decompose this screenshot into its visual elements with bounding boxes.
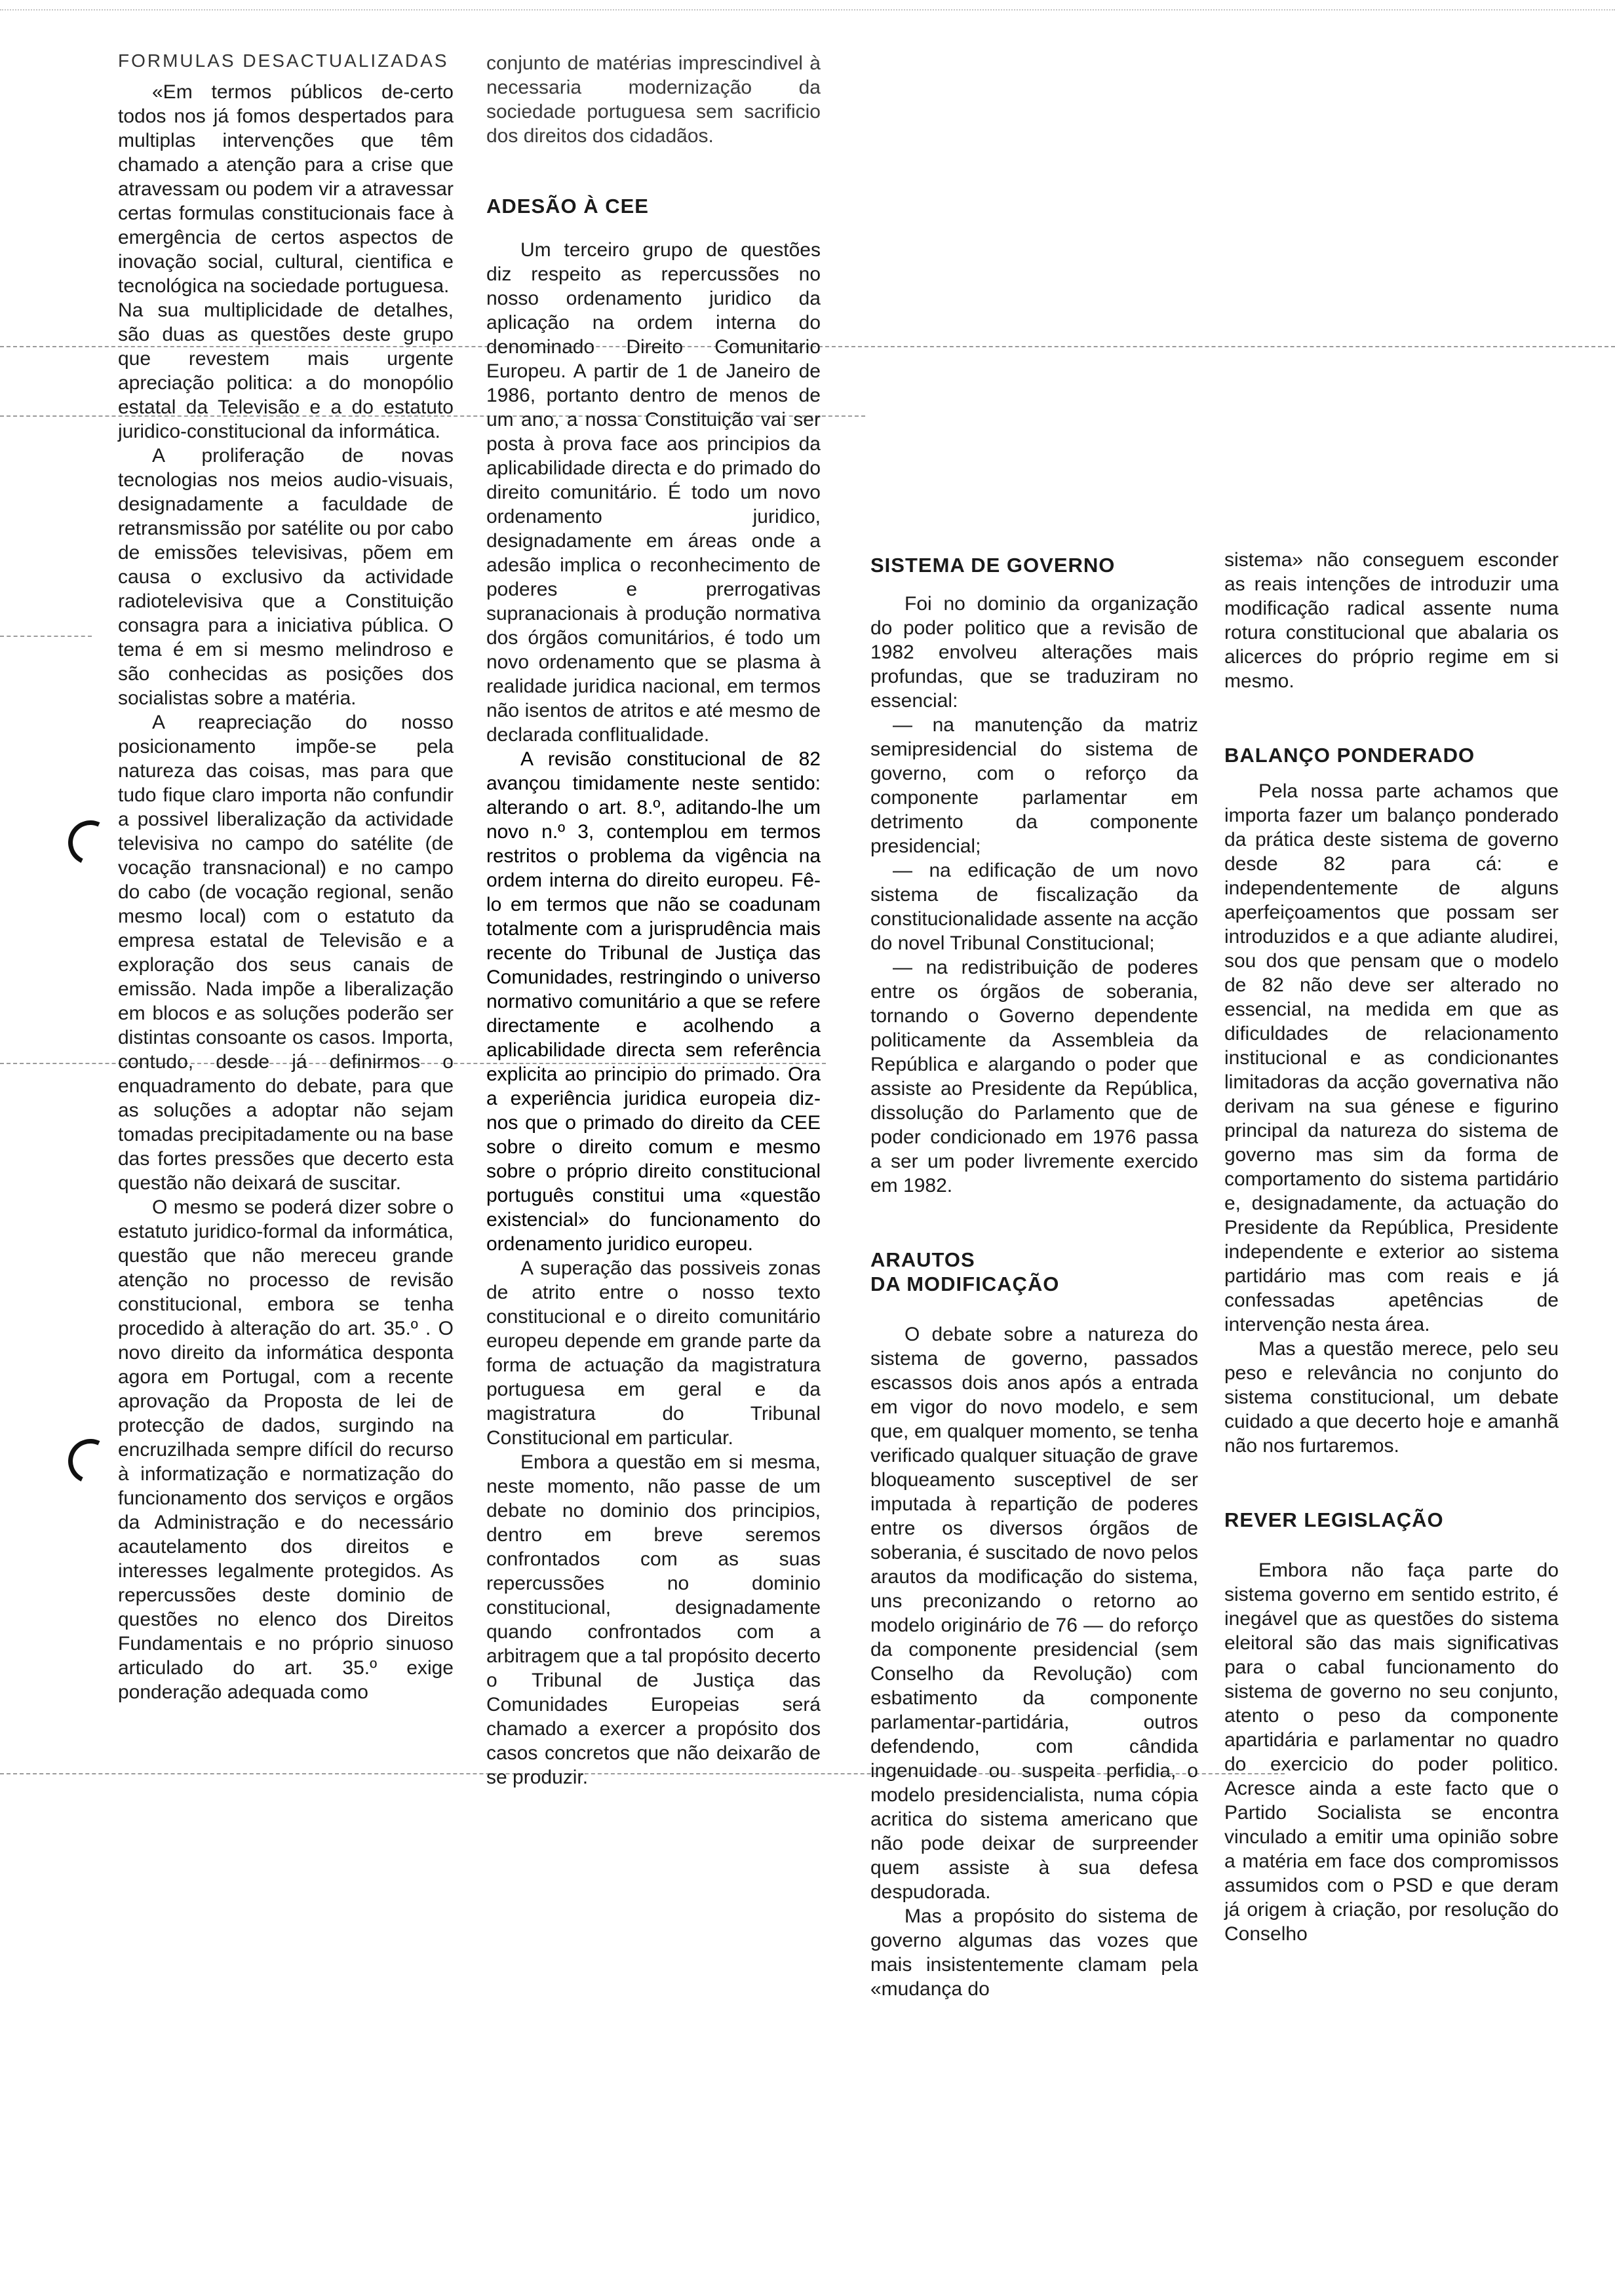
article-column-3 [870, 553, 1198, 2001]
paragraph: Foi no dominio da organização do poder politico que a revisão de 1982 envolveu alterações mais profundas, que se traduziram no essencial: [870, 593, 1198, 712]
paragraph: Embora a questão em si mesma, neste momento, não passe de um debate no dominio dos principios, dentro em breve seremos confrontados com as suas repercussões no dominio constitucional, designadamente quando confrontados com a arbitragem que a tal propósito decerto o Tribunal de Justiça das Comunidades Europeias será chamado a exercer a propósito dos casos concretos que não deixarão de se produzir. [486, 1451, 821, 1788]
section-heading: BALANÇO PONDERADO [1224, 744, 1475, 767]
paragraph: O debate sobre a natureza do sistema de governo, passados escassos dois anos após a entrada em vigor do novo modelo, e sem que, em qualquer momento, se tenha verificado qualquer situação de grave bloqueamento susceptivel de ser imputada à repartição de poderes entre os diversos órgãos de soberania, é suscitado de novo pelos arautos da modificação do sistema, uns preconizando o retorno ao modelo originário de 76 — do reforço da componente presidencial (sem Conselho da Revolução) com esbatimento da componente parlamentar-partidária, outros defendendo, com cândida ingenuidade ou suspeita perfidia, o modelo presidencialista, numa cópia acritica do sistema americano que não pode deixar de surpreender quem assiste à sua defesa despudorada. [870, 1324, 1198, 1903]
paragraph: O mesmo se poderá dizer sobre o estatuto juridico-formal da informática, questão que não mereceu grande atenção no processo de revisão constitucional, embora se tenha procedido à alteração do art. 35.º . O novo direito da informática desponta agora em Portugal, com a recente aprovação da Proposta de lei de protecção de dados, surgindo na encruzilhada sempre difícil do recurso à informatização e normatização do funcionamento dos serviços e orgãos da Administração e do necessário acautelamento dos direitos e interesses legalmente protegidos. As repercussões deste dominio de questões no elenco dos Direitos Fundamentais e no próprio sinuoso articulado do art. 35.º exige ponderação adequada como [118, 1196, 454, 1703]
paragraph: conjunto de matérias imprescindivel à necessaria modernização da sociedade portuguesa sem sacrificio dos direitos dos cidadãos. [486, 52, 821, 147]
paragraph: Um terceiro grupo de questões diz respeito as repercussões no nosso ordenamento juridico da aplicação na ordem interna do denominado Direito Comunitario Europeu. A partir de 1 de Janeiro de 1986, portanto dentro de menos de um ano, a nossa Constituição vai ser posta à prova face aos principios da aplicabilidade directa e do primado do direito comunitário. É todo um novo ordenamento juridico, designadamente em áreas onde a adesão implica o reconhecimento de poderes e prerrogativas supranacionais à produção normativa dos órgãos comunitários, é todo um novo ordenamento que se plasma à realidade juridica nacional, em termos não isentos de atritos e até mesmo de declarada conflitualidade. [486, 239, 821, 746]
paragraph: sistema» não conseguem esconder as reais intenções de introduzir uma modificação radical assente numa rotura constitucional que abalaria os alicerces do próprio regime em si mesmo. [1224, 549, 1559, 692]
article-column-4 [1224, 548, 1559, 1946]
scan-top-border [0, 9, 1615, 10]
paragraph: «Em termos públicos de-certo todos nos já fomos despertados para multiplas intervenções que têm chamado a atenção para a crise que atravessam ou podem vir a atravessar certas formulas constitucionais face à emergência de certos aspectos de inovação social, cultural, cientifica e tecnológica na sociedade portuguesa. [118, 81, 454, 297]
paragraph: — na manutenção da matriz semipresidencial do sistema de governo, com o reforço da componente parlamentar em detrimento da componente presidencial; [870, 714, 1198, 857]
section-heading: ADESÃO À CEE [486, 195, 649, 218]
punch-hole-mark [62, 814, 119, 871]
paragraph: Embora não faça parte do sistema governo em sentido estrito, é inegável que as questões do sistema eleitoral são das mais significativas para o cabal funcionamento do sistema de governo no seu conjunto, atento o peso da componente apartidária e parlamentar no quadro do exercicio do poder politico. Acresce ainda a este facto que o Partido Socialista se encontra vinculado a emitir uma opinião sobre a matéria em face dos compromissos assumidos com o PSD e que deram já origem à criação, por resolução do Conselho [1224, 1559, 1559, 1945]
heading-line: ARAUTOS [870, 1248, 975, 1271]
paragraph: Pela nossa parte achamos que importa fazer um balanço ponderado da prática deste sistema de governo desde 82 para cá: e independentemente de alguns aperfeiçoamentos que possam ser introduzidos e a que adiante aludirei, sou dos que pensam que o modelo de 82 não deve ser alterado no essencial, na medida em que as dificuldades de relacionamento institucional e as condicionantes limitadoras da acção governativa não derivam na sua génese e figurino principal da natureza do sistema de governo mas sim da forma de comportamento do sistema partidário e, designadamente, da actuação do Presidente da República, Presidente independente e exterior ao sistema partidário mas com reais e já confessadas apetências de intervenção nesta área. [1224, 780, 1559, 1335]
paragraph: Mas a questão merece, pelo seu peso e relevância no conjunto do sistema constitucional, um debate cuidado a que decerto hoje e amanhã não nos furtaremos. [1224, 1338, 1559, 1457]
punch-hole-mark [62, 1432, 119, 1489]
section-heading: SISTEMA DE GOVERNO [870, 554, 1116, 577]
article-column-2 [486, 51, 821, 1789]
section-kicker: FORMULAS DESACTUALIZADAS [118, 50, 449, 71]
section-heading [870, 1248, 1198, 1296]
paragraph: Mas a propósito do sistema de governo algumas das vozes que mais insistentemente clamam pela «mudança do [870, 1905, 1198, 2000]
section-heading: REVER LEGISLAÇÃO [1224, 1508, 1444, 1531]
paragraph: A proliferação de novas tecnologias nos meios audio-visuais, designadamente a faculdade de retransmissão por satélite ou por cabo de emissões televisivas, põem em causa o exclusivo da actividade radiotelevisiva que a Constituição consagra para a iniciativa pública. O tema é em si mesmo melindroso e são conhecidas as posições dos socialistas sobre a matéria. [118, 445, 454, 709]
article-column-1 [118, 51, 454, 1704]
heading-line: DA MODIFICAÇÃO [870, 1272, 1060, 1295]
paragraph: — na redistribuição de poderes entre os órgãos de soberania, tornando o Governo dependente politicamente da Assembleia da República e alargando o poder que assiste ao Presidente da República, dissolução do Parlamento que de poder condicionado em 1976 passa a ser um poder livremente exercido em 1982. [870, 957, 1198, 1196]
scan-artifact-line [0, 636, 92, 637]
paragraph: Na sua multiplicidade de detalhes, são duas as questões deste grupo que revestem mais urgente apreciação politica: a do monopólio estatal da Televisão e a do estatuto juridico-constitucional da informática. [118, 299, 454, 442]
paragraph: — na edificação de um novo sistema de fiscalização da constitucionalidade assente na acção do novel Tribunal Constitucional; [870, 860, 1198, 954]
paragraph: A reapreciação do nosso posicionamento impõe-se pela natureza das coisas, mas para que tudo fique claro importa não confundir a possivel liberalização da actividade televisiva no campo do satélite (de vocação transnacional) e no campo do cabo (de vocação regional, senão mesmo local) com o estatuto da empresa estatal de Televisão e a exploração dos seus canais de emissão. Nada impõe a liberalização em blocos e as soluções poderão ser distintas consoante os casos. Importa, contudo, desde já definirmos o enquadramento do debate, para que as soluções a adoptar não sejam tomadas precipitadamente ou na base das fortes pressões que decerto esta questão não deixará de suscitar. [118, 712, 454, 1194]
paragraph: A revisão constitucional de 82 avançou timidamente neste sentido: alterando o art. 8.º, aditando-lhe um novo n.º 3, contemplou em termos restritos o problema da vigência na ordem interna do direito europeu. Fê-lo em termos que não se coadunam totalmente com a jurisprudência mais recente do Tribunal de Justiça das Comunidades, restringindo o universo normativo comunitário a que se refere directamente e acolhendo a aplicabilidade directa sem referência explicita ao principio do primado. Ora a experiência juridica europeia diz-nos que o primado do direito da CEE sobre o direito comum e mesmo sobre o próprio direito constitucional português constitui uma «questão existencial» do funcionamento do ordenamento juridico europeu. [486, 748, 821, 1255]
paragraph: A superação das possiveis zonas de atrito entre o nosso texto constitucional e o direito comunitário europeu depende em grande parte da forma de actuação da magistratura portuguesa em geral e da magistratura do Tribunal Constitucional em particular. [486, 1257, 821, 1449]
